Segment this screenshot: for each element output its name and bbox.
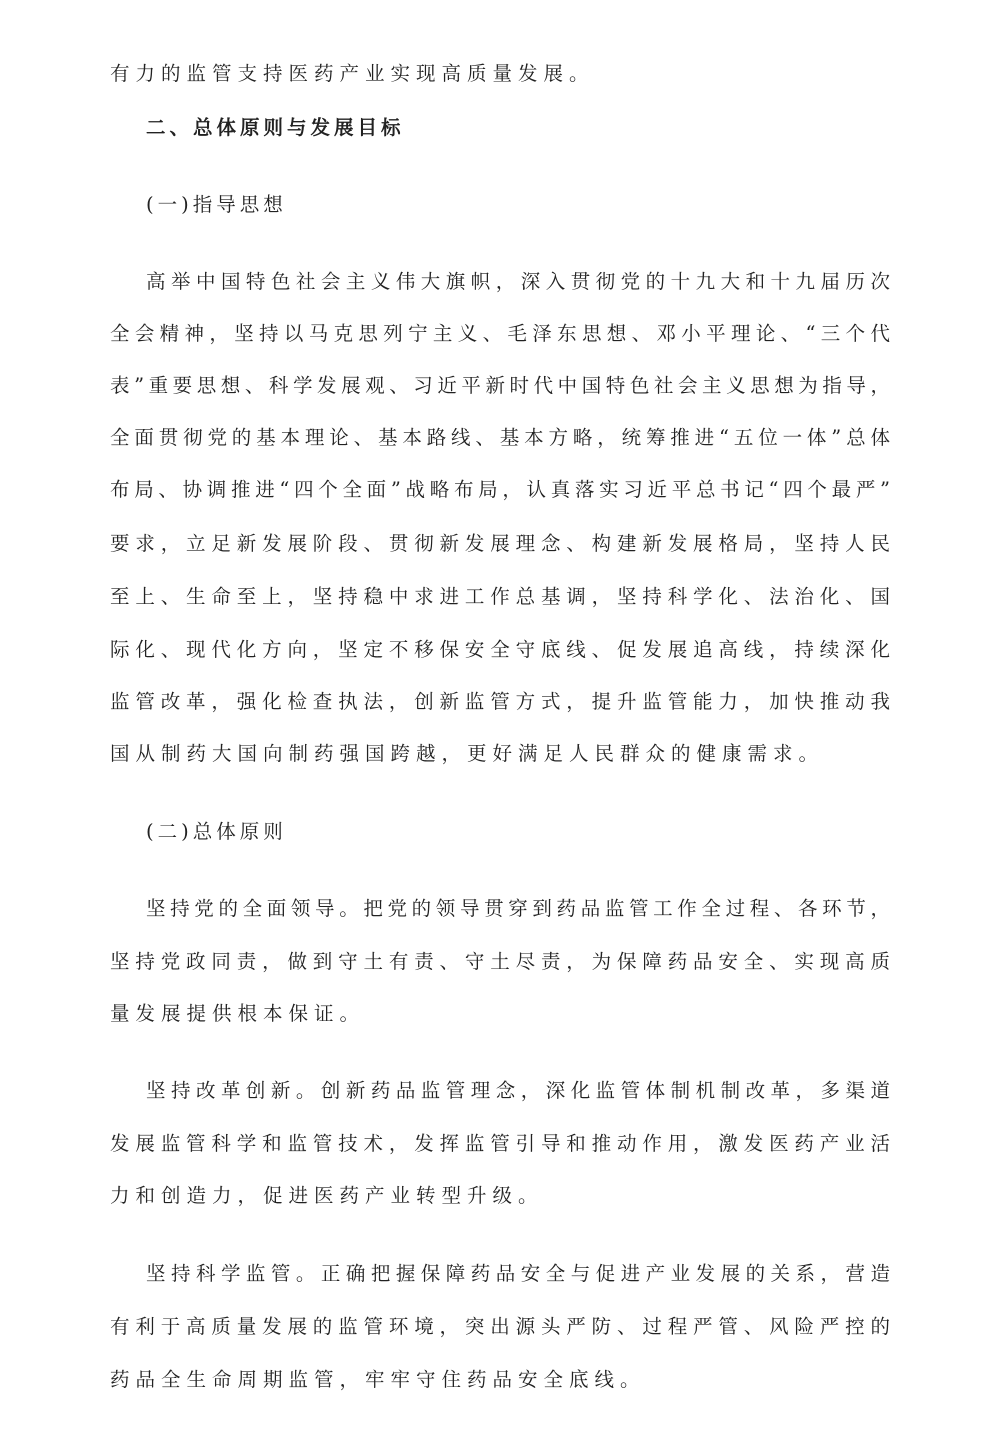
paragraph-line: 全会精神，坚持以马克思列宁主义、毛泽东思想、邓小平理论、“三个代 [110, 322, 890, 345]
paragraph-line: 力和创造力，促进医药产业转型升级。 [110, 1184, 544, 1207]
paragraph-line: 有利于高质量发展的监管环境，突出源头严防、过程严管、风险严控的 [110, 1315, 890, 1338]
subsection-heading: (一)指导思想 [146, 193, 287, 216]
paragraph-line: 发展监管科学和监管技术，发挥监管引导和推动作用，激发医药产业活 [110, 1132, 890, 1155]
paragraph-line: 坚持科学监管。正确把握保障药品安全与促进产业发展的关系，营造 [146, 1262, 890, 1285]
paragraph-line: 际化、现代化方向，坚定不移保安全守底线、促发展追高线，持续深化 [110, 638, 890, 661]
paragraph-line: 高举中国特色社会主义伟大旗帜，深入贯彻党的十九大和十九届历次 [146, 270, 890, 293]
paragraph-line: 表”重要思想、科学发展观、习近平新时代中国特色社会主义思想为指导， [110, 374, 890, 397]
subsection-heading: (二)总体原则 [146, 820, 287, 843]
paragraph-line: 要求，立足新发展阶段、贯彻新发展理念、构建新发展格局，坚持人民 [110, 532, 890, 555]
paragraph-line: 布局、协调推进“四个全面”战略布局，认真落实习近平总书记“四个最严” [110, 478, 890, 501]
paragraph-line: 药品全生命周期监管，牢牢守住药品安全底线。 [110, 1368, 646, 1391]
paragraph-line: 量发展提供根本保证。 [110, 1002, 366, 1025]
paragraph-line: 国从制药大国向制药强国跨越，更好满足人民群众的健康需求。 [110, 742, 825, 765]
paragraph-line: 坚持党政同责，做到守土有责、守土尽责，为保障药品安全、实现高质 [110, 950, 890, 973]
paragraph-line: 有力的监管支持医药产业实现高质量发展。 [110, 62, 595, 85]
paragraph-line: 坚持党的全面领导。把党的领导贯穿到药品监管工作全过程、各环节， [146, 897, 890, 920]
section-heading: 二、总体原则与发展目标 [146, 116, 405, 139]
paragraph-line: 坚持改革创新。创新药品监管理念，深化监管体制机制改革，多渠道 [146, 1079, 890, 1102]
paragraph-line: 至上、生命至上，坚持稳中求进工作总基调，坚持科学化、法治化、国 [110, 585, 890, 608]
paragraph-line: 监管改革，强化检查执法，创新监管方式，提升监管能力，加快推动我 [110, 690, 890, 713]
paragraph-line: 全面贯彻党的基本理论、基本路线、基本方略，统筹推进“五位一体”总体 [110, 426, 890, 449]
